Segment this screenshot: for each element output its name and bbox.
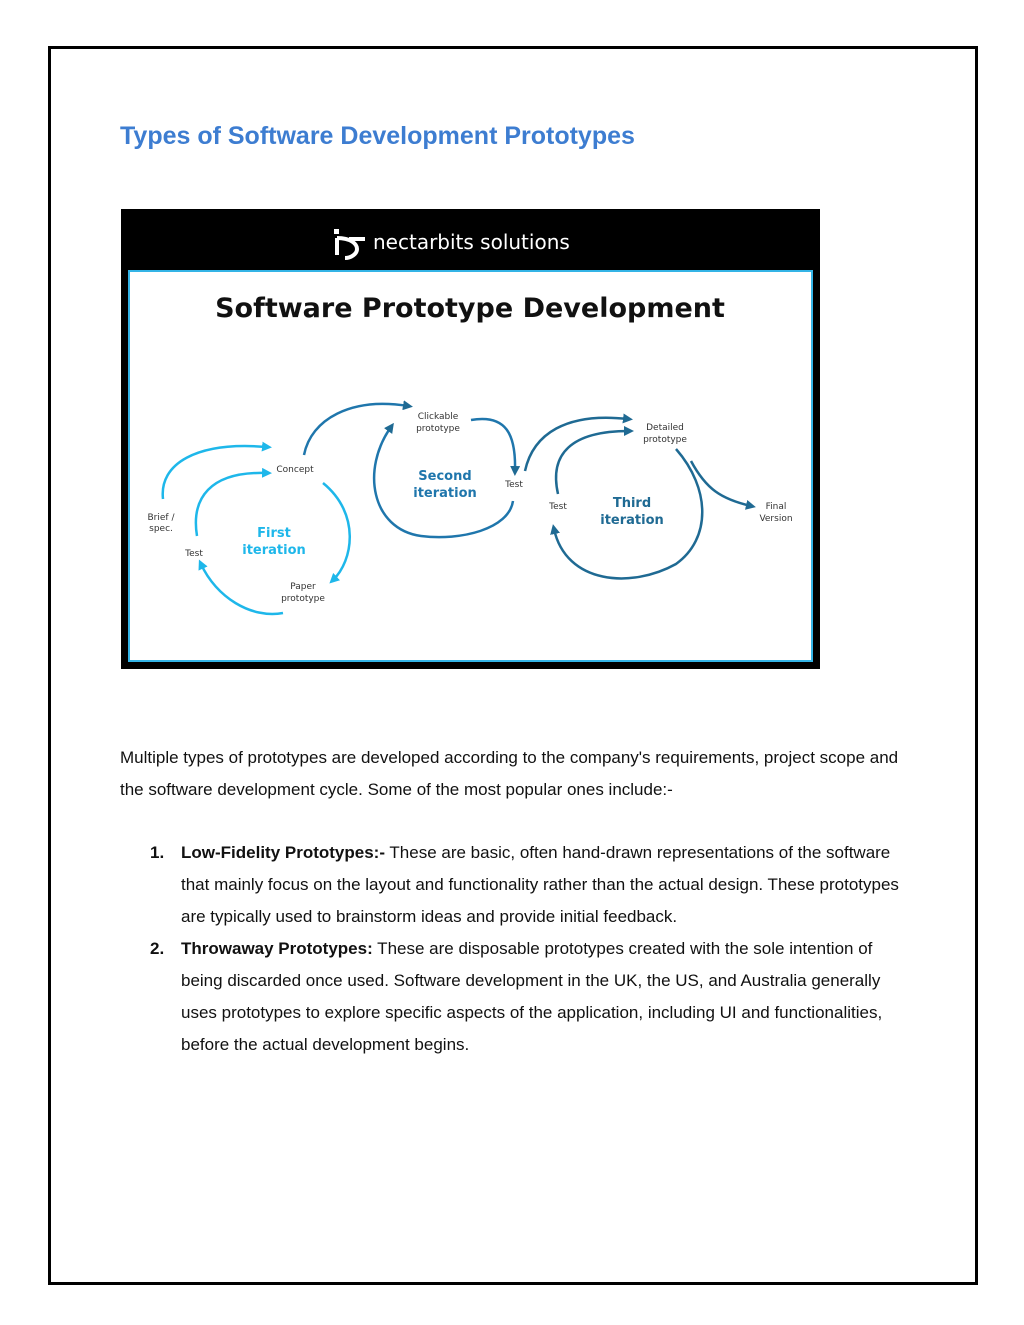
label-first: First <box>257 526 291 541</box>
label-test-third: Test <box>549 502 567 512</box>
diagram-panel <box>129 271 812 661</box>
list-item-number: 1. <box>150 843 165 862</box>
label-clickable: Clickable <box>417 412 459 422</box>
label-second: Second <box>418 469 472 484</box>
prototype-types-list <box>120 837 910 1061</box>
prototype-diagram-figure <box>121 209 820 669</box>
list-item-term: Throwaway Prototypes: <box>181 939 373 958</box>
brand-name: nectarbits solutions <box>373 230 570 254</box>
label-third: Third <box>612 496 652 511</box>
list-item-text: These are basic, often hand-drawn representations of the software that mainly focus on the layout and functionality rather than the actual design. These prototypes are typically used to brainstorm ideas and provide initial feedback. <box>181 843 899 926</box>
page-title: Types of Software Development Prototypes <box>120 122 635 150</box>
label-first-iteration: iteration <box>242 543 306 558</box>
label-paper-prototype: prototype <box>281 594 325 604</box>
list-item-text: These are disposable prototypes created with the sole intention of being discarded once used. Software development in the UK, the US, and Australia generally uses prototypes to explore specific aspects of the application, including UI and functionalities, before the actual development begins. <box>181 939 883 1054</box>
label-spec: spec. <box>149 524 173 534</box>
prototype-cycle-diagram <box>121 209 820 669</box>
label-test-second: Test <box>505 480 523 490</box>
label-clickable-prototype: prototype <box>416 424 460 434</box>
label-third-iteration: iteration <box>600 513 664 528</box>
label-brief: Brief / <box>147 513 175 523</box>
intro-paragraph: Multiple types of prototypes are developed according to the company's requirements, project scope and the software development cycle. Some of the most popular ones include:- <box>120 748 899 799</box>
nectarbits-logo-icon <box>334 229 365 258</box>
label-final: Final <box>765 502 787 512</box>
diagram-title: Software Prototype Development <box>215 293 725 324</box>
label-test-first: Test <box>185 549 203 559</box>
list-item <box>120 933 910 1061</box>
label-concept: Concept <box>276 465 314 475</box>
label-detailed: Detailed <box>646 423 684 433</box>
list-item <box>120 837 910 933</box>
list-item-number: 2. <box>150 939 165 958</box>
label-paper: Paper <box>290 582 316 592</box>
list-item-term: Low-Fidelity Prototypes:- <box>181 843 385 862</box>
label-final-version: Version <box>759 514 793 524</box>
label-second-iteration: iteration <box>413 486 477 501</box>
label-detailed-prototype: prototype <box>643 435 687 445</box>
